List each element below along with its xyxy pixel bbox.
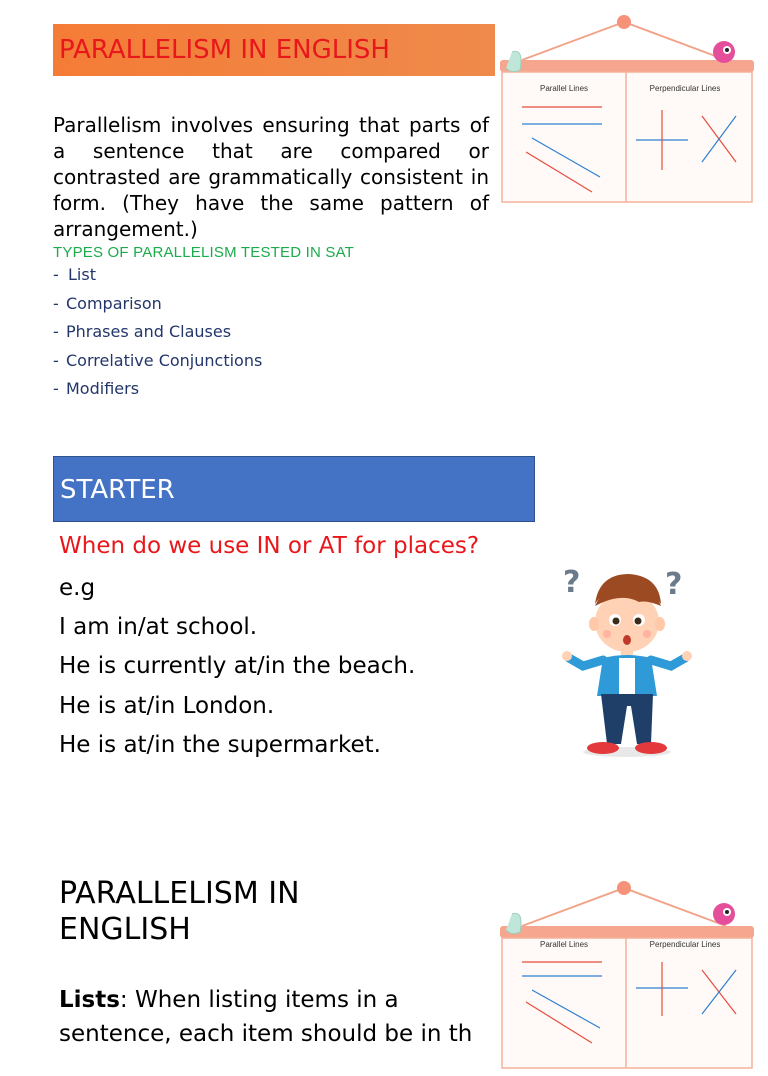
svg-text:?: ?	[665, 567, 683, 602]
list-item: - Comparison	[53, 293, 162, 313]
list-item: - Correlative Conjunctions	[53, 350, 263, 370]
lists-term: Lists	[59, 987, 120, 1013]
starter-banner	[53, 456, 535, 522]
list-item: He is at/in the supermarket.	[59, 731, 381, 758]
intro-paragraph: Parallelism involves ensuring that parts of a sentence that are compared or contrasted are grammatically consistent in form. (They have the same pattern of arrangement.)	[53, 113, 489, 241]
list-item: - Modifiers	[53, 379, 140, 398]
lists-paragraph: Lists: When listing items in a sentence, each item should be in th	[59, 987, 473, 1047]
list-item: He is currently at/in the beach.	[59, 653, 416, 680]
list-item: I am in/at school.	[59, 614, 258, 641]
parallel-lines-label: Parallel Lines	[539, 940, 589, 949]
starter-title: STARTER	[60, 475, 175, 505]
types-list	[53, 264, 262, 407]
perpendicular-lines-label: Perpendicular Lines	[649, 84, 721, 93]
section-title: PARALLELISM IN ENGLISH	[59, 35, 390, 65]
types-heading: TYPES OF PARALLELISM TESTED IN SAT	[53, 244, 355, 261]
section-title-banner	[53, 24, 495, 76]
section-title-2: PARALLELISM IN ENGLISH	[59, 876, 300, 947]
parallel-perpendicular-board-illustration-2	[492, 878, 758, 1076]
list-item: - Phrases and Clauses	[53, 322, 232, 341]
list-item: - List	[53, 265, 96, 284]
example-list	[59, 572, 415, 768]
parallel-lines-label: Parallel Lines	[539, 84, 589, 93]
list-item: e.g	[59, 575, 96, 601]
list-item: He is at/in London.	[59, 692, 275, 719]
parallel-perpendicular-board-illustration	[492, 12, 758, 210]
perpendicular-lines-label: Perpendicular Lines	[649, 940, 721, 949]
confused-boy-illustration	[555, 562, 695, 762]
starter-question: When do we use IN or AT for places?	[59, 533, 480, 559]
svg-text:?: ?	[563, 565, 581, 600]
